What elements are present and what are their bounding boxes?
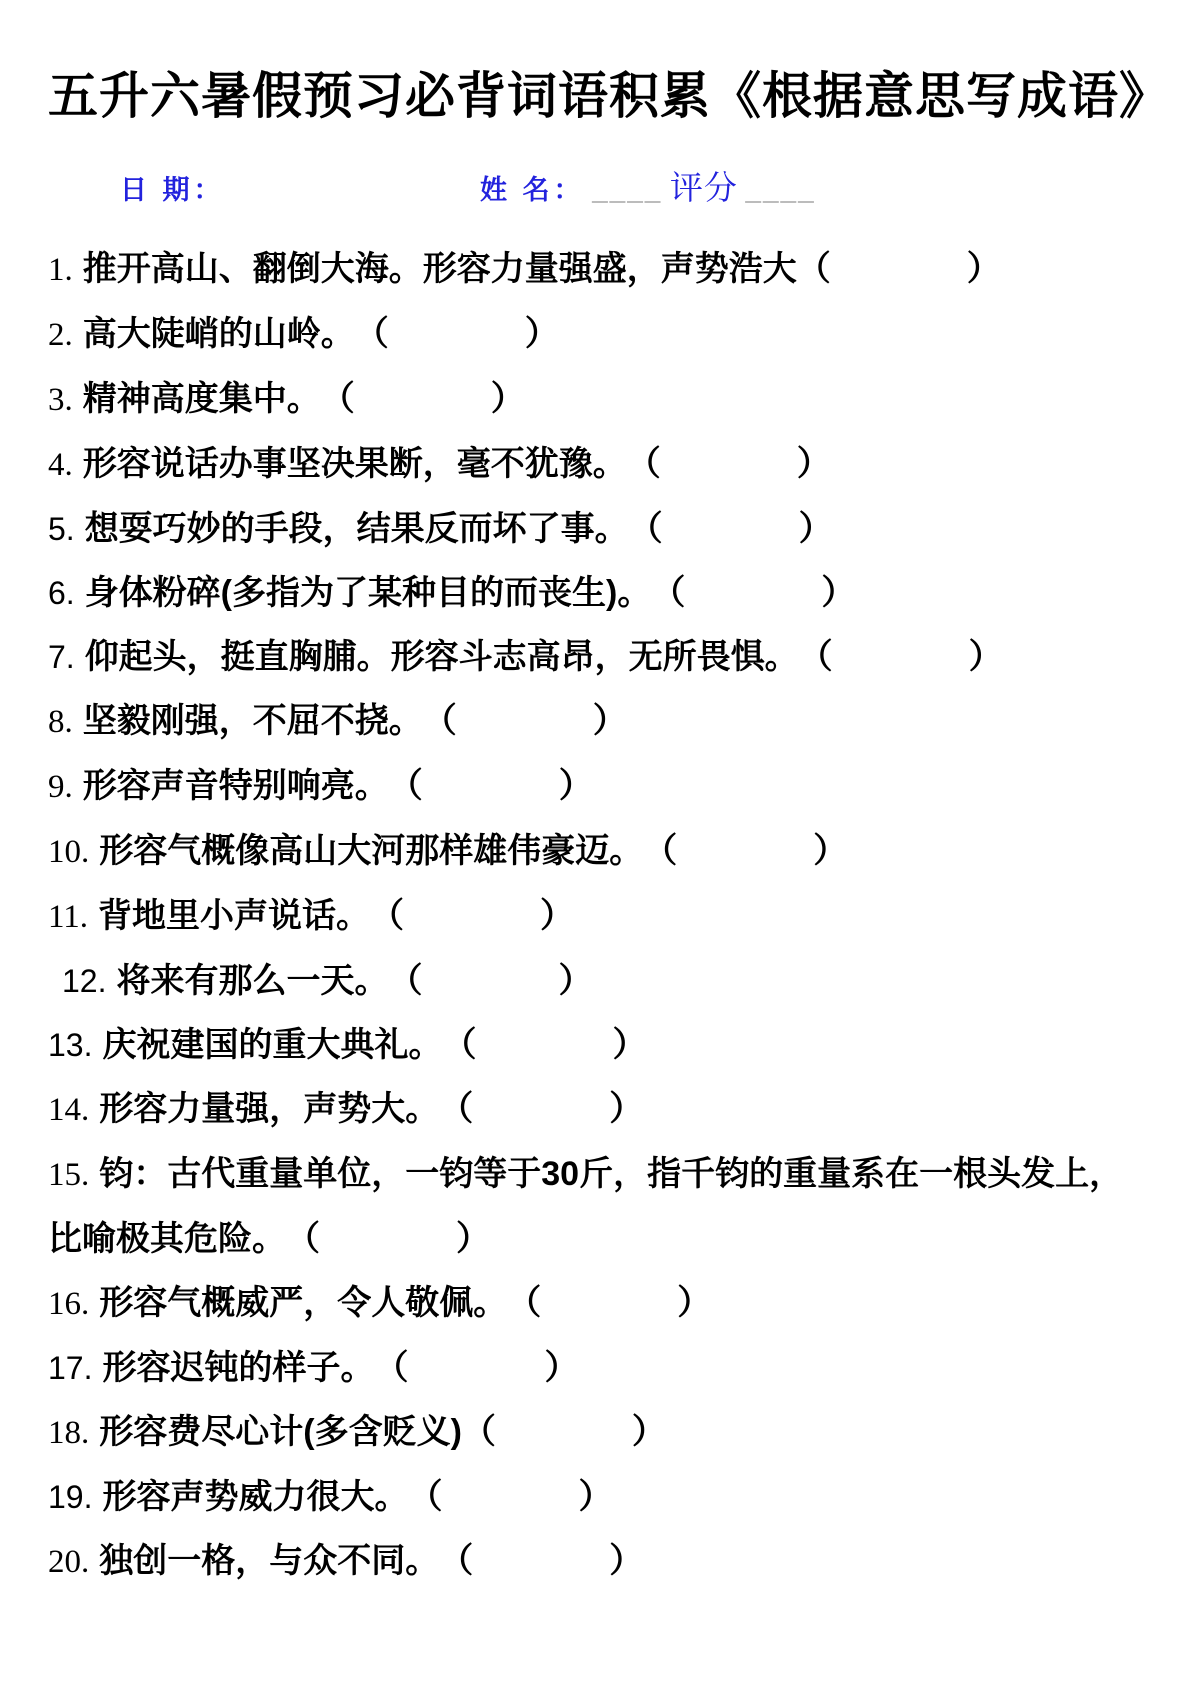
question-item-17 [48, 1336, 1153, 1400]
question-item-2 [48, 302, 1153, 367]
question-number: 9. [48, 768, 73, 805]
question-text: 精神高度集中。 （ ） [82, 379, 525, 418]
question-text: 高大陡峭的山岭。 （ ） [82, 314, 559, 353]
page-title: 五升六暑假预习必背词语积累《根据意思写成语》 [48, 68, 1170, 124]
score-blank-line: ____ [745, 173, 816, 205]
question-text: 形容力量强，声势大。 （ ） [99, 1089, 644, 1128]
question-text: 形容气概像高山大河那样雄伟豪迈。 （ ） [99, 831, 848, 870]
question-text: 独创一格，与众不同。 （ ） [99, 1541, 644, 1580]
question-item-9 [48, 754, 1153, 819]
question-text: 形容费尽心计(多含贬义)（ ） [99, 1412, 666, 1451]
question-number: 15. [48, 1156, 90, 1193]
question-item-6 [48, 561, 1153, 625]
question-item-14 [48, 1077, 1153, 1142]
question-text: 坚毅刚强，不屈不挠。 （ ） [82, 701, 627, 740]
question-number: 16. [48, 1285, 90, 1322]
question-text: 推开高山、翻倒大海。形容力量强盛，声势浩大（ ） [82, 249, 1001, 288]
question-number: 1. [48, 251, 73, 288]
question-text: 形容声音特别响亮。 （ ） [82, 766, 593, 805]
question-number: 4. [48, 446, 73, 483]
question-list [48, 237, 1153, 1594]
question-item-10 [48, 819, 1153, 884]
question-number: 2. [48, 316, 73, 353]
question-number: 14. [48, 1091, 90, 1128]
question-text: 钧：古代重量单位，一钧等于30斤，指千钧的重量系在一根头发上，比喻极其危险。 （ ） [48, 1154, 1124, 1258]
question-number: 10. [48, 833, 90, 870]
question-item-16 [48, 1271, 1153, 1336]
question-item-1 [48, 237, 1153, 302]
name-blank-line: ____ [592, 173, 663, 205]
question-text: 想耍巧妙的手段，结果反而坏了事。 （ ） [84, 509, 833, 548]
question-text: 形容气概威严，令人敬佩。 （ ） [99, 1283, 712, 1322]
question-text: 背地里小声说话。 （ ） [98, 896, 575, 935]
question-number: 7. [48, 638, 75, 675]
question-number: 17. [48, 1349, 93, 1386]
question-number: 8. [48, 703, 73, 740]
question-item-18 [48, 1400, 1153, 1465]
question-item-5 [48, 497, 1153, 561]
question-item-7 [48, 625, 1153, 689]
question-item-4 [48, 432, 1153, 497]
question-item-12 [48, 949, 1153, 1013]
question-item-20 [48, 1529, 1153, 1594]
question-number: 20. [48, 1543, 90, 1580]
question-item-13 [48, 1013, 1153, 1077]
name-label: 姓 名： [480, 174, 585, 205]
question-item-8 [48, 689, 1153, 754]
header-fields [120, 162, 1153, 209]
question-item-11 [48, 884, 1153, 949]
question-item-15 [48, 1142, 1153, 1271]
score-label: 评分 [669, 168, 738, 206]
date-label: 日 期： [120, 174, 225, 205]
question-number: 13. [48, 1026, 93, 1063]
question-text: 庆祝建国的重大典礼。 （ ） [102, 1025, 647, 1064]
question-item-3 [48, 367, 1153, 432]
question-text: 将来有那么一天。 （ ） [116, 961, 593, 1000]
question-text: 形容迟钝的样子。 （ ） [102, 1348, 579, 1387]
question-number: 18. [48, 1414, 90, 1451]
question-item-19 [48, 1465, 1153, 1529]
question-text: 仰起头，挺直胸脯。形容斗志高昂，无所畏惧。 （ ） [84, 637, 1003, 676]
question-number: 12. [62, 962, 107, 999]
question-text: 形容声势威力很大。 （ ） [102, 1477, 613, 1516]
question-text: 形容说话办事坚决果断，毫不犹豫。 （ ） [82, 444, 831, 483]
question-number: 11. [48, 898, 89, 935]
question-number: 6. [48, 574, 75, 611]
question-number: 19. [48, 1478, 93, 1515]
question-number: 5. [48, 510, 75, 547]
question-text: 身体粉碎(多指为了某种目的而丧生)。 （ ） [84, 573, 856, 612]
question-number: 3. [48, 381, 73, 418]
